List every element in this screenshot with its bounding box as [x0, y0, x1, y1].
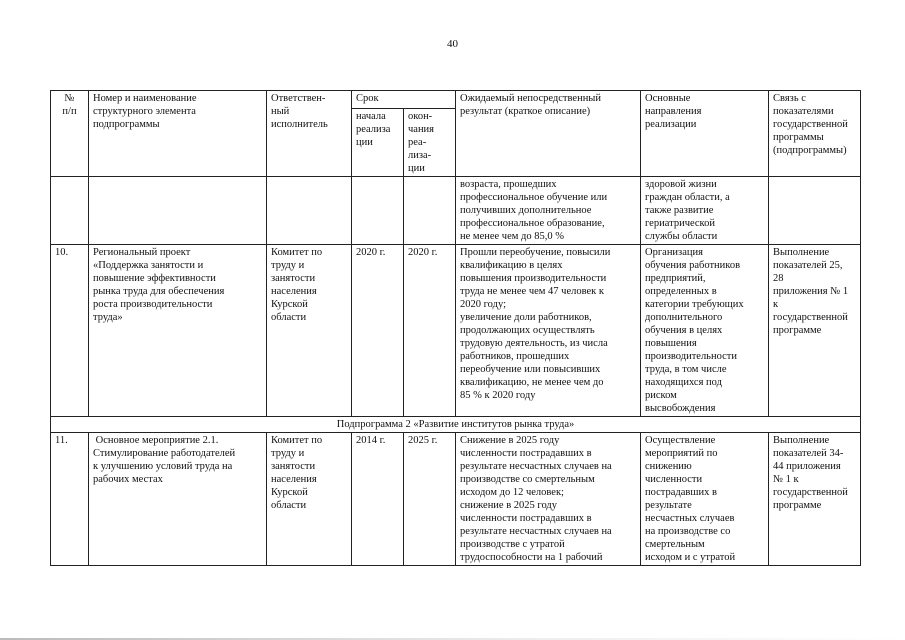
- header-result: Ожидаемый непосредственный результат (краткое описание): [456, 91, 641, 177]
- row-start: 2020 г.: [352, 245, 404, 417]
- header-link: Связь с показателями государственной программы (подпрограммы): [769, 91, 861, 177]
- header-term-start: начала реализа ции: [352, 109, 404, 177]
- row-num: 10.: [51, 245, 89, 417]
- row-directions: здоровой жизни граждан области, а также развитие гериатрической службы области: [641, 177, 769, 245]
- header-row: [51, 91, 861, 109]
- header-num: № п/п: [51, 91, 89, 177]
- row-responsible: Комитет по труду и занятости населения Курской области: [267, 433, 352, 566]
- program-table: [50, 90, 861, 566]
- row-end: 2025 г.: [404, 433, 456, 566]
- row-element: Основное мероприятие 2.1. Стимулирование работодателей к улучшению условий труда на рабочих местах: [89, 433, 267, 566]
- section-row: [51, 417, 861, 433]
- row-start: 2014 г.: [352, 433, 404, 566]
- header-element: Номер и наименование структурного элемента подпрограммы: [89, 91, 267, 177]
- row-element: [89, 177, 267, 245]
- header-directions: Основные направления реализации: [641, 91, 769, 177]
- section-title: Подпрограмма 2 «Развитие институтов рынка труда»: [51, 417, 861, 433]
- row-end: 2020 г.: [404, 245, 456, 417]
- row-num: 11.: [51, 433, 89, 566]
- row-result: Прошли переобучение, повысили квалификацию в целях повышения производительности труда не менее чем 47 человек к 2020 году; увеличение доли работников, продолжающих осуществлять трудовую деятельность, из числа работников, прошедших переобучение или повысивших квалификацию, не менее чем до 85 % к 2020 году: [456, 245, 641, 417]
- table-row: [51, 433, 861, 566]
- header-term: Срок: [352, 91, 456, 109]
- row-link: [769, 177, 861, 245]
- row-result: возраста, прошедших профессиональное обучение или получивших дополнительное профессиональное образование, не менее чем до 85,0 %: [456, 177, 641, 245]
- page-number: 40: [447, 38, 458, 50]
- row-responsible: [267, 177, 352, 245]
- row-directions: Осуществление мероприятий по снижению численности пострадавших в результате несчастных случаев на производстве со смертельным исходом и с утратой: [641, 433, 769, 566]
- row-link: Выполнение показателей 25, 28 приложения № 1 к государственной программе: [769, 245, 861, 417]
- row-start: [352, 177, 404, 245]
- row-end: [404, 177, 456, 245]
- row-link: Выполнение показателей 34- 44 приложения № 1 к государственной программе: [769, 433, 861, 566]
- header-term-end: окон- чания реа- лиза- ции: [404, 109, 456, 177]
- row-directions: Организация обучения работников предприятий, определенных в категории требующих дополнительного обучения в целях повышения производительности труда, в том числе находящихся под риском высвобождения: [641, 245, 769, 417]
- row-responsible: Комитет по труду и занятости населения Курской области: [267, 245, 352, 417]
- table-row: [51, 177, 861, 245]
- row-element: Региональный проект «Поддержка занятости и повышение эффективности рынка труда для обеспечения роста производительности труда»: [89, 245, 267, 417]
- row-num: [51, 177, 89, 245]
- row-result: Снижение в 2025 году численности пострадавших в результате несчастных случаев на производстве со смертельным исходом до 12 человек; снижение в 2025 году численности пострадавших в результате несчастных случаев на производстве с утратой трудоспособности на 1 рабочий: [456, 433, 641, 566]
- header-responsible: Ответствен- ный исполнитель: [267, 91, 352, 177]
- table-row: [51, 245, 861, 417]
